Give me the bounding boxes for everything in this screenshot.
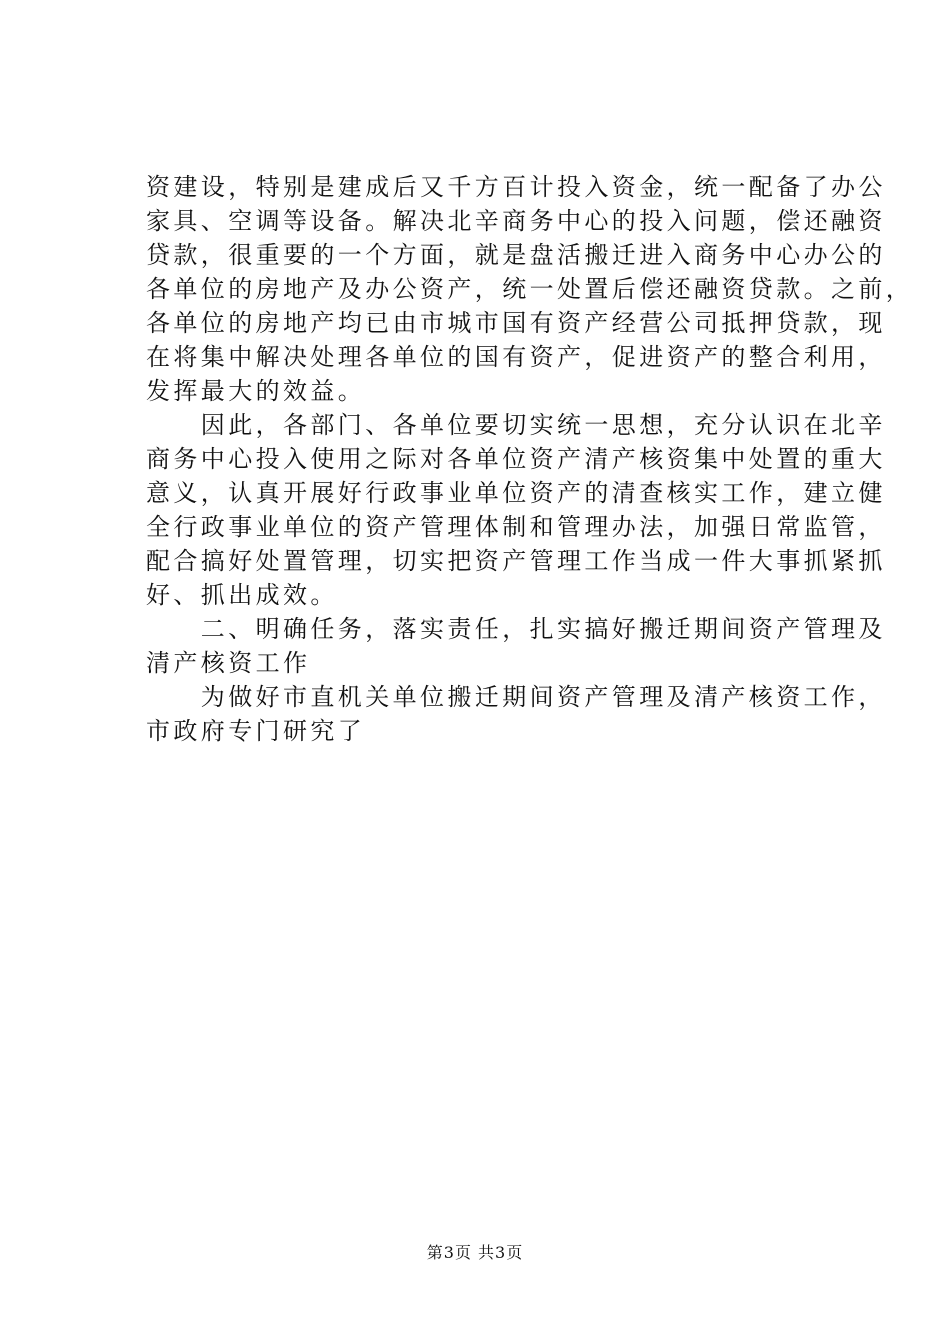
text-line: 商务中心投入使用之际对各单位资产清产核资集中处置的重大 — [146, 445, 886, 473]
text-line: 在将集中解决处理各单位的国有资产，促进资产的整合利用， — [146, 343, 886, 371]
section-heading-line: 清产核资工作 — [146, 649, 311, 677]
text-line: 意义，认真开展好行政事业单位资产的清查核实工作，建立健 — [146, 479, 886, 507]
text-line: 资建设，特别是建成后又千方百计投入资金，统一配备了办公 — [146, 173, 886, 201]
text-line: 贷款，很重要的一个方面，就是盘活搬迁进入商务中心办公的 — [146, 241, 886, 269]
text-line: 好、抓出成效。 — [146, 581, 338, 609]
page-number-footer: 第3页 共3页 — [426, 1243, 524, 1262]
document-body — [146, 170, 914, 748]
text-line: 家具、空调等设备。解决北辛商务中心的投入问题，偿还融资 — [146, 207, 886, 235]
text-line: 发挥最大的效益。 — [146, 377, 366, 405]
text-line: 各单位的房地产均已由市城市国有资产经营公司抵押贷款，现 — [146, 309, 886, 337]
section-heading-line: 二、明确任务，落实责任，扎实搞好搬迁期间资产管理及 — [146, 615, 886, 643]
text-line: 因此，各部门、各单位要切实统一思想，充分认识在北辛 — [146, 411, 886, 439]
text-line: 配合搞好处置管理，切实把资产管理工作当成一件大事抓紧抓 — [146, 547, 886, 575]
text-line: 市政府专门研究了 — [146, 717, 366, 745]
text-line: 全行政事业单位的资产管理体制和管理办法，加强日常监管， — [146, 513, 886, 541]
text-line: 各单位的房地产及办公资产，统一处置后偿还融资贷款。之前， — [146, 275, 914, 303]
text-line: 为做好市直机关单位搬迁期间资产管理及清产核资工作， — [146, 683, 886, 711]
